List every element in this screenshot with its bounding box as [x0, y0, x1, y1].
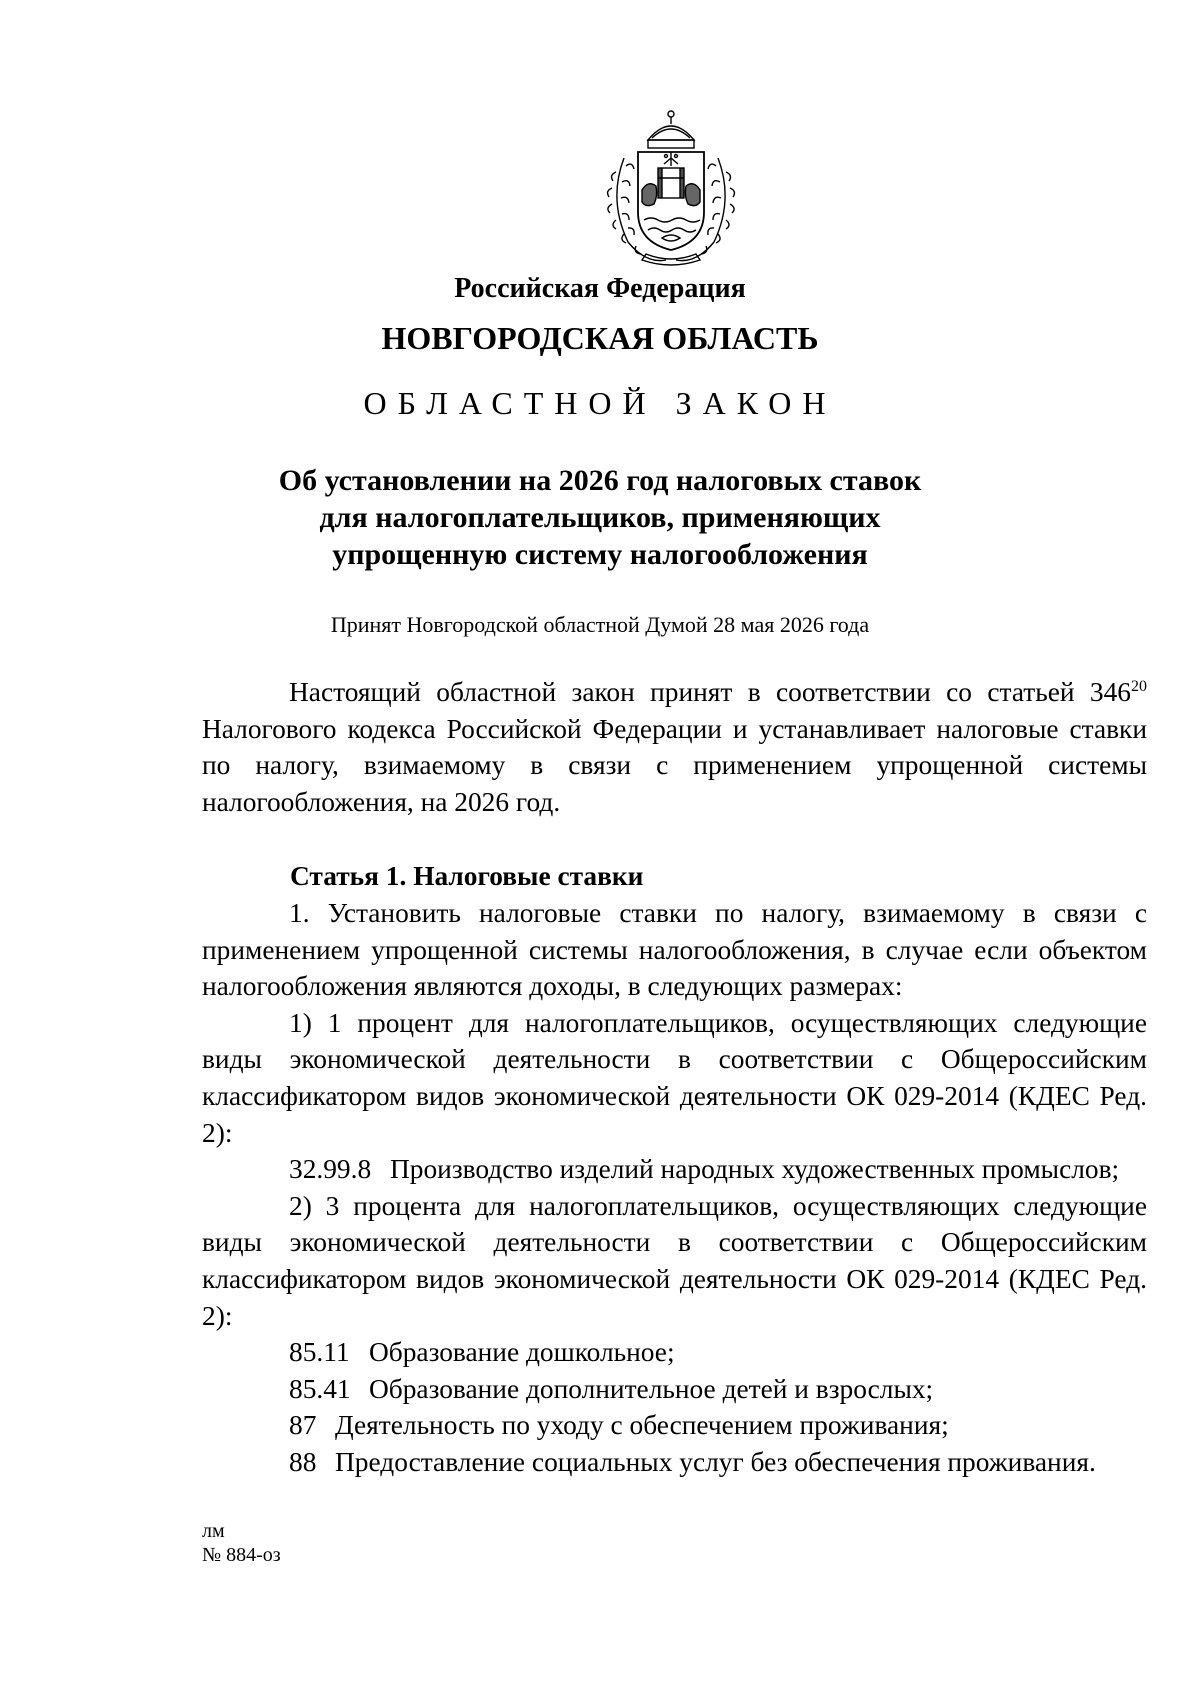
activity-code-row [202, 1407, 1147, 1444]
document-footer [202, 1519, 281, 1567]
activity-code: 32.99.8 [289, 1154, 372, 1185]
document-type: ОБЛАСТНОЙ ЗАКОН [363, 385, 837, 421]
adoption-note: Принят Новгородской областной Думой 28 мая 2026 года [330, 612, 870, 637]
coat-of-arms-icon [602, 108, 740, 270]
activity-name: Образование дошкольное; [369, 1337, 675, 1368]
activity-code: 85.11 [289, 1337, 350, 1368]
activity-code-row [202, 1334, 1147, 1371]
activity-name: Предоставление социальных услуг без обеспечения проживания. [335, 1446, 1096, 1477]
preamble-text-cont: Налогового кодекса Российской Федерации и устанавливает налоговые ставки по налогу, взимаемому в связи с применением упрощенной системы налогообложения, на 2026 год. [202, 713, 1147, 817]
article-superscript: 20 [1131, 677, 1147, 695]
preamble-paragraph [202, 674, 1147, 820]
activity-name: Деятельность по уходу с обеспечением проживания; [335, 1410, 949, 1441]
preamble [202, 674, 1147, 820]
law-title-line: для налогоплательщиков, применяющих [319, 501, 881, 534]
preamble-text: Настоящий областной закон принят в соответствии со статьей 346 [289, 677, 1131, 707]
activity-code: 87 [289, 1410, 317, 1441]
law-number: № 884-оз [202, 1544, 281, 1566]
country-name: Российская Федерация [454, 273, 746, 304]
activity-code-row [202, 1151, 1147, 1188]
activity-name: Производство изделий народных художественных промыслов; [390, 1154, 1120, 1185]
article-heading: Статья 1. Налоговые ставки [290, 861, 644, 891]
activity-code-row [202, 1444, 1147, 1481]
law-title-line: упрощенную систему налогообложения [332, 538, 868, 571]
law-title [0, 462, 1200, 573]
activity-code: 85.41 [289, 1373, 351, 1404]
article-item: 1) 1 процент для налогоплательщиков, осуществляющих следующие виды экономической деятельности в соответствии с Общероссийским классификатором видов экономической деятельности ОК 029-2014 (КДЕС Ред. 2): [202, 1007, 1147, 1148]
region-name: НОВГОРОДСКАЯ ОБЛАСТЬ [381, 320, 819, 356]
activity-code: 88 [289, 1446, 317, 1477]
law-title-line: Об установлении на 2026 год налоговых ставок [278, 464, 922, 497]
activity-name: Образование дополнительное детей и взрослых; [369, 1373, 934, 1404]
article-item: 2) 3 процента для налогоплательщиков, осуществляющих следующие виды экономической деятельности в соответствии с Общероссийским классификатором видов экономической деятельности ОК 029-2014 (КДЕС Ред. 2): [202, 1190, 1147, 1331]
clerk-initials: лм [202, 1520, 225, 1542]
activity-code-row [202, 1371, 1147, 1408]
article-paragraph: 1. Установить налоговые ставки по налогу, взимаемому в связи с применением упрощенной системы налогообложения, в случае если объектом налогообложения являются доходы, в следующих размерах: [202, 898, 1147, 1002]
article-1-body [202, 895, 1147, 1481]
